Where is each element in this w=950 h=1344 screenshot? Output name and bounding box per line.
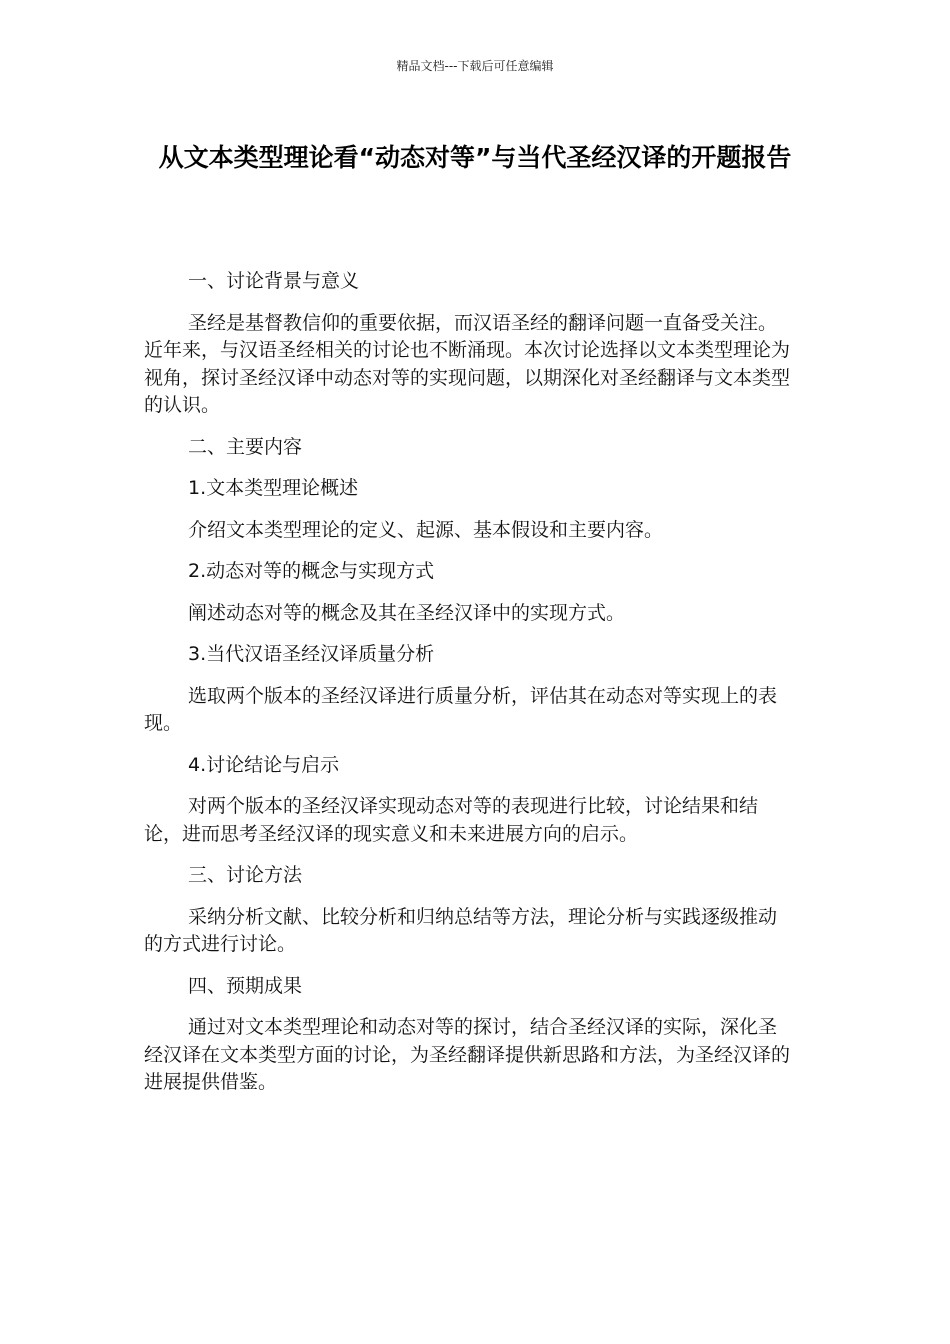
- heading-background: 一、讨论背景与意义: [188, 270, 360, 292]
- subheading-quality-analysis: 3.当代汉语圣经汉译质量分析: [188, 643, 435, 665]
- paragraph-background: 圣经是基督教信仰的重要依据，而汉语圣经的翻译问题一直备受关注。近年来，与汉语圣经相关的讨论也不断涌现。本次讨论选择以文本类型理论为视角，探讨圣经汉译中动态对等的实现问题，以期深化对圣经翻译与文本类型的认识。: [144, 311, 791, 416]
- paragraph-conclusions: 对两个版本的圣经汉译实现动态对等的表现进行比较，讨论结果和结论，进而思考圣经汉译的现实意义和未来进展方向的启示。: [144, 795, 759, 845]
- heading-expected-results: 四、预期成果: [188, 974, 303, 997]
- paragraph-text-type-theory: 介绍文本类型理论的定义、起源、基本假设和主要内容。: [188, 518, 664, 541]
- paragraph-methods: 采纳分析文献、比较分析和归纳总结等方法，理论分析与实践逐级推动的方式进行讨论。: [144, 905, 778, 955]
- heading-methods: 三、讨论方法: [188, 864, 303, 886]
- subheading-dynamic-equivalence: 2.动态对等的概念与实现方式: [188, 560, 435, 582]
- paragraph-dynamic-equivalence: 阐述动态对等的概念及其在圣经汉译中的实现方式。: [188, 601, 626, 624]
- subheading-text-type-theory: 1.文本类型理论概述: [188, 477, 359, 499]
- paragraph-expected-results: 通过对文本类型理论和动态对等的探讨，结合圣经汉译的实际，深化圣经汉译在文本类型方面的讨论，为圣经翻译提供新思路和方法，为圣经汉译的进展提供借鉴。: [144, 1016, 791, 1093]
- subheading-conclusions: 4.讨论结论与启示: [188, 753, 340, 776]
- paragraph-quality-analysis: 选取两个版本的圣经汉译进行质量分析，评估其在动态对等实现上的表现。: [144, 684, 778, 734]
- document-title: 从文本类型理论看“动态对等”与当代圣经汉译的开题报告: [158, 143, 792, 172]
- document-body: [144, 268, 794, 1111]
- heading-main-content: 二、主要内容: [188, 435, 303, 458]
- page-header: 精品文档---下载后可任意编辑: [396, 59, 554, 73]
